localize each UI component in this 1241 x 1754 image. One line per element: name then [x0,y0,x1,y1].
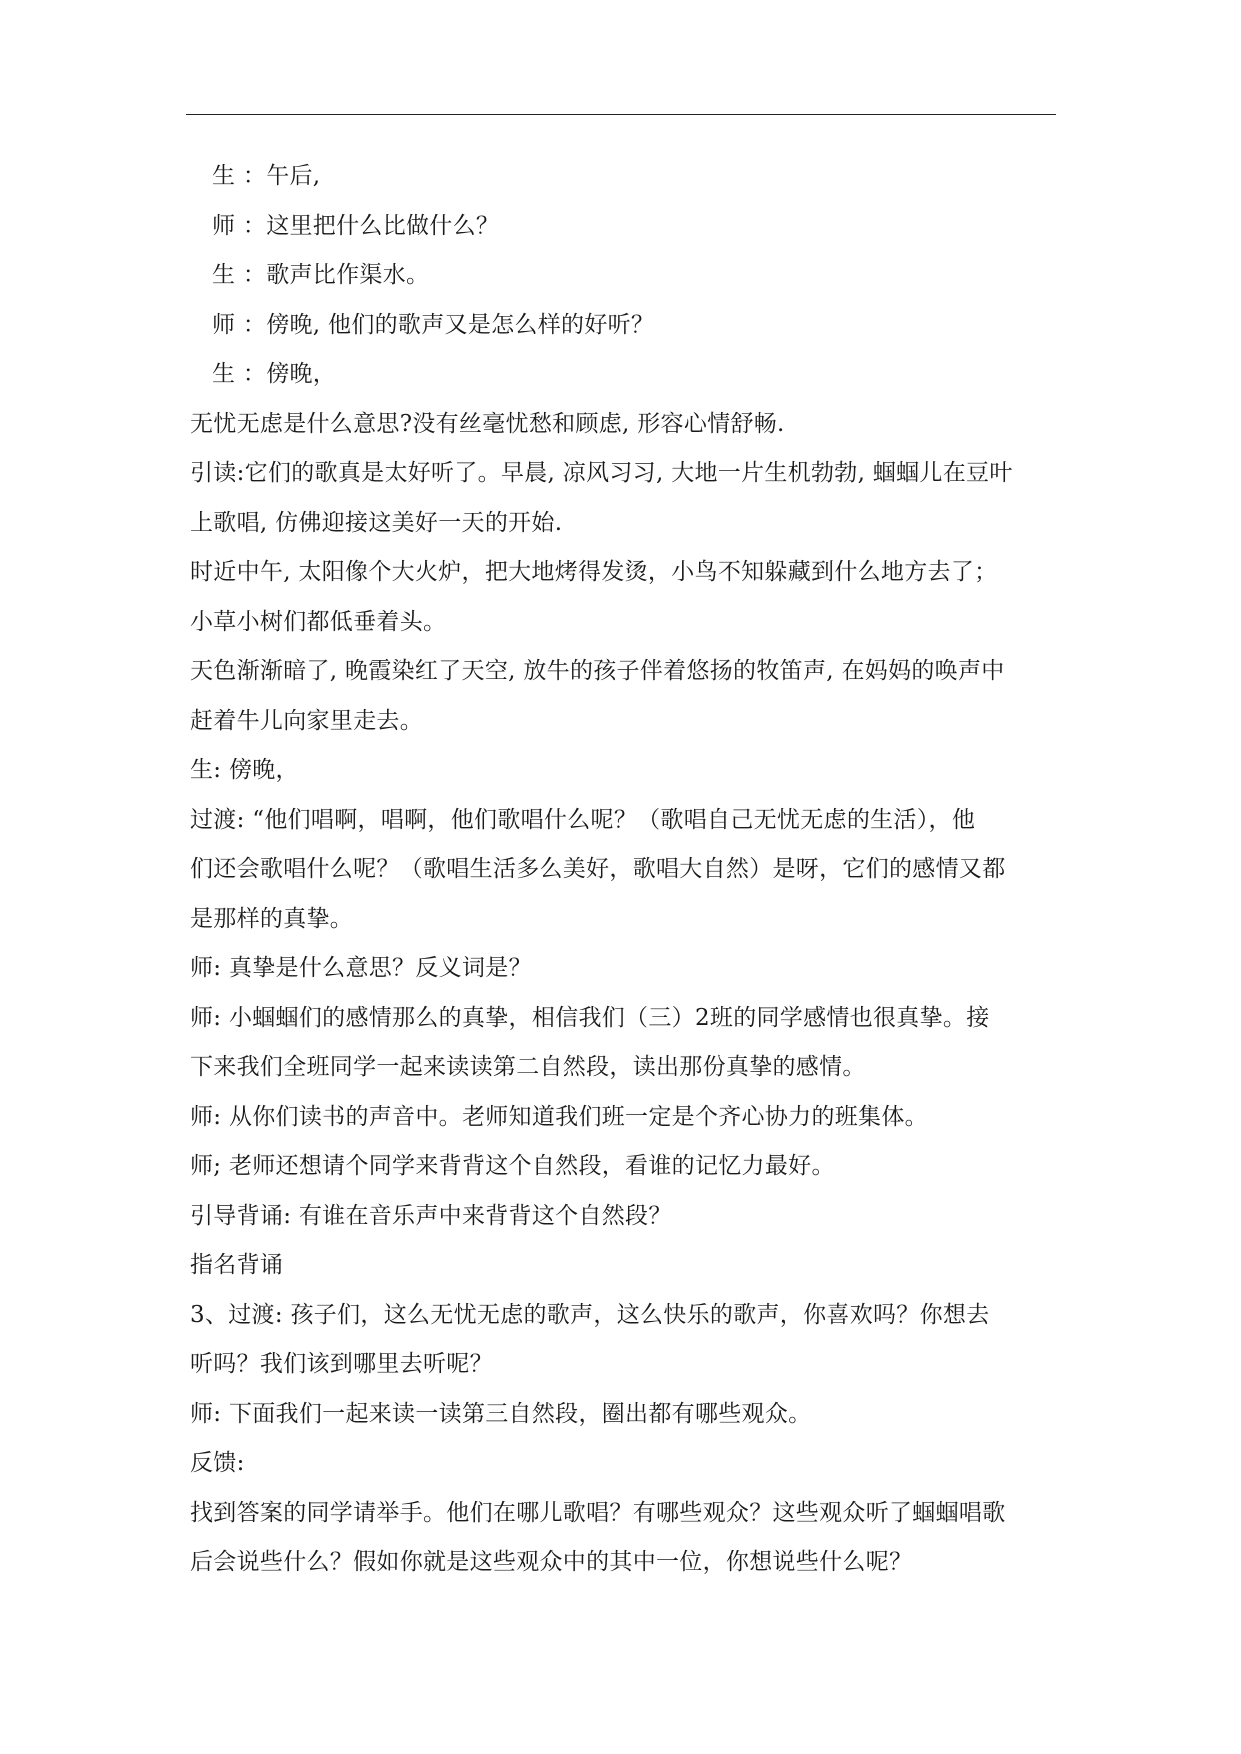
text-line: 生 ：午后, [212,163,321,189]
text-line: 3、过渡: 孩子们，这么无忧无虑的歌声，这么快乐的歌声，你喜欢吗？你想去 [190,1301,990,1328]
text-line: 引读:它们的歌真是太好听了。早晨, 凉风习习, 大地一片生机勃勃, 蝈蝈儿在豆叶 [190,460,1013,486]
text-line: 师: 下面我们一起来读一读第三自然段，圈出都有哪些观众。 [190,1400,812,1427]
text-line: 引导背诵: 有谁在音乐声中来背背这个自然段？ [190,1202,672,1229]
text-line: 后会说些什么？假如你就是这些观众中的其中一位，你想说些什么呢？ [190,1549,913,1575]
text-line: 上歌唱, 仿佛迎接这美好一天的开始. [190,509,563,536]
text-line: 师: 小蝈蝈们的感情那么的真挚，相信我们（三）2班的同学感情也很真挚。接 [190,1004,990,1031]
text-line: 赶着牛儿向家里走去。 [190,707,423,734]
text-line: 们还会歌唱什么呢？（歌唱生活多么美好，歌唱大自然）是呀，它们的感情又都 [190,856,1006,882]
text-line: 师 ：傍晚, 他们的歌声又是怎么样的好听？ [212,311,655,338]
text-line: 找到答案的同学请举手。他们在哪儿歌唱？有哪些观众？这些观众听了蝈蝈唱歌 [190,1499,1006,1526]
text-line: 下来我们全班同学一起来读读第二自然段，读出那份真挚的感情。 [190,1054,866,1080]
text-line: 天色渐渐暗了, 晚霞染红了天空, 放牛的孩子伴着悠扬的牧笛声, 在妈妈的唤声中 [190,658,1005,684]
text-line: 听吗？我们该到哪里去听呢？ [190,1351,493,1377]
text-line: 指名背诵 [190,1252,284,1278]
document-body [190,152,1056,1588]
text-line: 生 ：傍晚， [212,361,337,387]
text-line: 反馈: [190,1450,245,1476]
text-line: 小草小树们都低垂着头。 [190,608,447,635]
text-line: 师: 从你们读书的声音中。老师知道我们班一定是个齐心协力的班集体。 [190,1103,928,1130]
header-rule [186,114,1056,115]
text-line: 无忧无虑是什么意思?没有丝毫忧愁和顾虑, 形容心情舒畅. [190,410,785,437]
text-line: 师: 真挚是什么意思？反义词是？ [190,955,532,981]
text-line: 生 ：歌声比作渠水。 [212,262,430,288]
text-line: 是那样的真挚。 [190,905,354,932]
text-line: 师 ：这里把什么比做什么？ [212,212,500,239]
text-line: 过渡: “他们唱啊，唱啊，他们歌唱什么呢？（歌唱自己无忧无虑的生活），他 [190,806,976,833]
text-line: 师; 老师还想请个同学来背背这个自然段，看谁的记忆力最好。 [190,1153,835,1179]
text-line: 时近中午, 太阳像个大火炉，把大地烤得发烫，小鸟不知躲藏到什么地方去了； [190,559,998,585]
text-line: 生: 傍晚， [190,757,299,783]
